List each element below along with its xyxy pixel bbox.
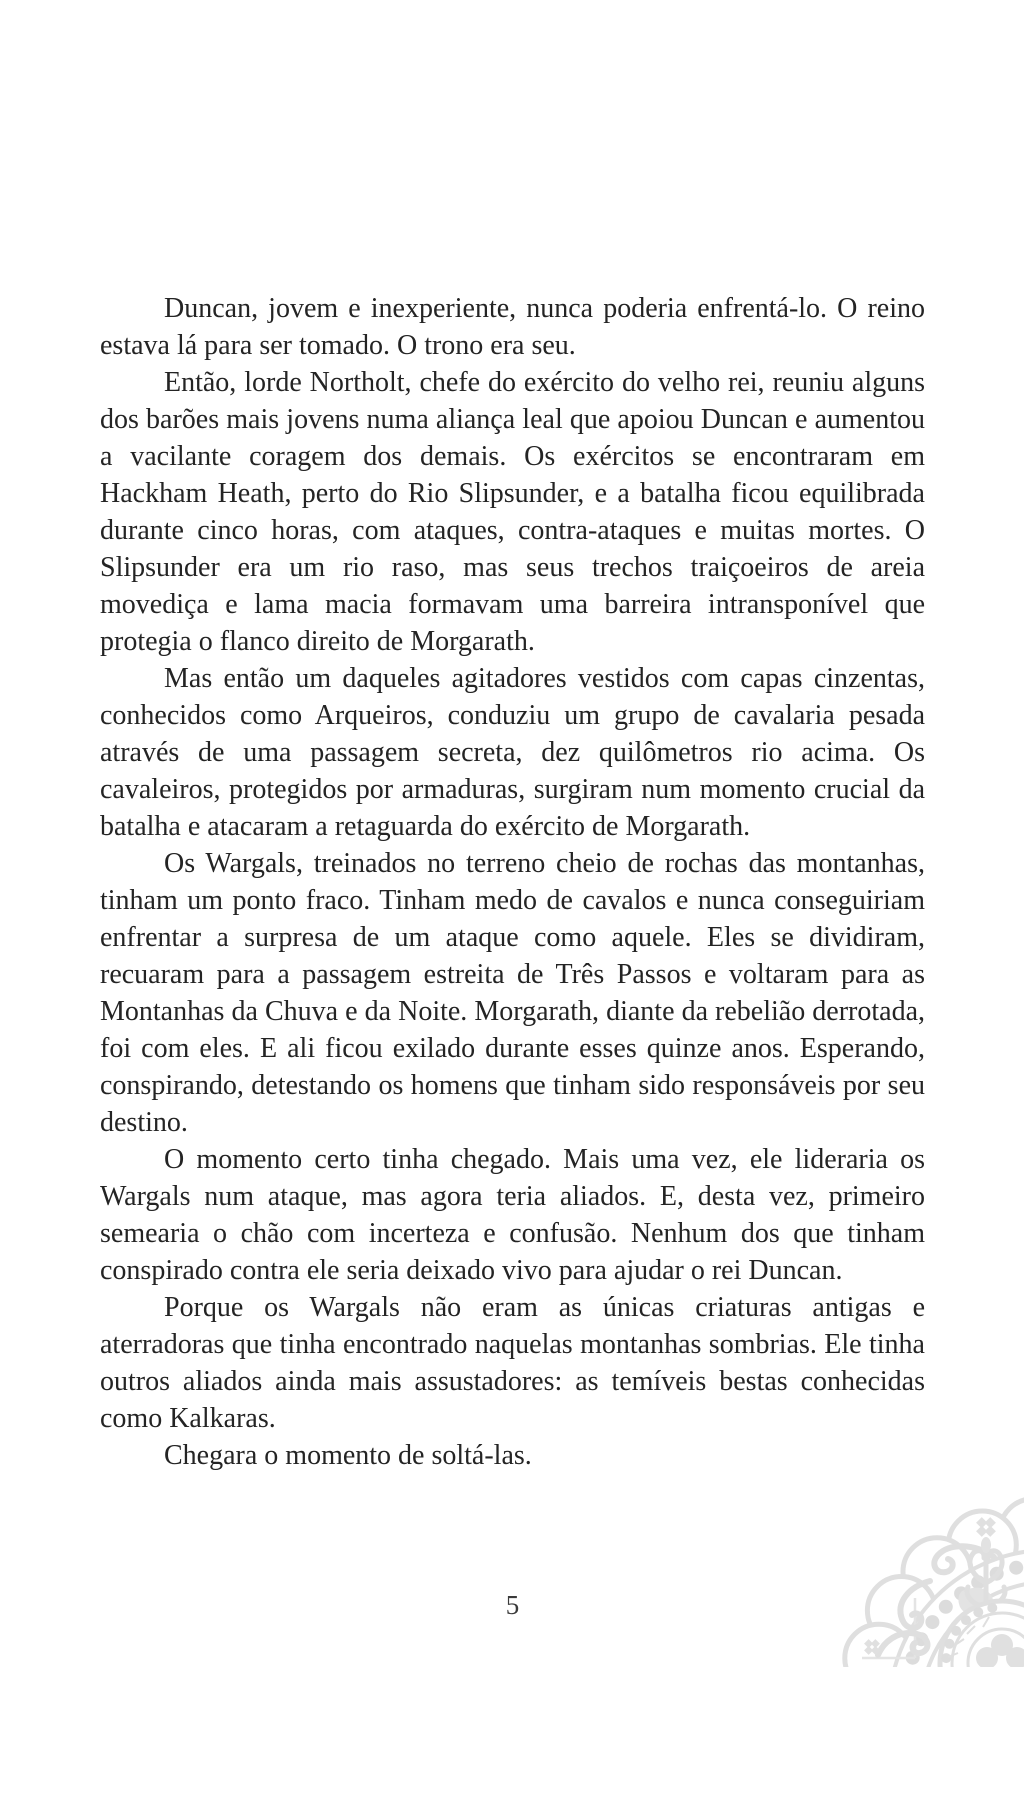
paragraph: Chegara o momento de soltá-las. <box>164 1440 532 1471</box>
corner-ornament <box>834 1495 1024 1667</box>
paragraph: Os Wargals, treinados no terreno cheio de rochas das montanhas, tinham um ponto fraco. Tinham medo de cavalos e nunca conseguiriam enfrentar a surpresa de um ataque como aquele. Eles se dividiram, recuaram para a passagem estreita de Três Passos e voltaram para as Montanhas da Chuva e da Noite. Morgarath, diante da rebelião derrotada, foi com eles. E ali ficou exilado durante esses quinze anos. Esperando, conspirando, detestando os homens que tinham sido responsáveis por seu destino. <box>100 848 925 1138</box>
paragraph: Duncan, jovem e inexperiente, nunca poderia enfrentá-lo. O reino estava lá para ser tomado. O trono era seu. <box>100 293 925 361</box>
page-number: 5 <box>505 1590 520 1620</box>
paragraph: O momento certo tinha chegado. Mais uma vez, ele lideraria os Wargals num ataque, mas agora teria aliados. E, desta vez, primeiro semearia o chão com incerteza e confusão. Nenhum dos que tinham conspirado contra ele seria deixado vivo para ajudar o rei Duncan. <box>100 1144 925 1286</box>
page-text-block <box>100 290 925 1474</box>
paragraph: Então, lorde Northolt, chefe do exército do velho rei, reuniu alguns dos barões mais jovens numa aliança leal que apoiou Duncan e aumentou a vacilante coragem dos demais. Os exércitos se encontraram em Hackham Heath, perto do Rio Slipsunder, e a batalha ficou equilibrada durante cinco horas, com ataques, contra-ataques e muitas mortes. O Slipsunder era um rio raso, mas seus trechos traiçoeiros de areia movediça e lama macia formavam uma barreira intransponível que protegia o flanco direito de Morgarath. <box>100 367 925 657</box>
paragraph: Mas então um daqueles agitadores vestidos com capas cinzentas, conhecidos como Arqueiros, conduziu um grupo de cavalaria pesada através de uma passagem secreta, dez quilômetros rio acima. Os cavaleiros, protegidos por armaduras, surgiram num momento crucial da batalha e atacaram a retaguarda do exército de Morgarath. <box>100 663 925 842</box>
paragraph: Porque os Wargals não eram as únicas criaturas antigas e aterradoras que tinha encontrado naquelas montanhas sombrias. Ele tinha outros aliados ainda mais assustadores: as temíveis bestas conhecidas como Kalkaras. <box>100 1292 925 1434</box>
rosette-ornament-icon <box>834 1495 1024 1667</box>
